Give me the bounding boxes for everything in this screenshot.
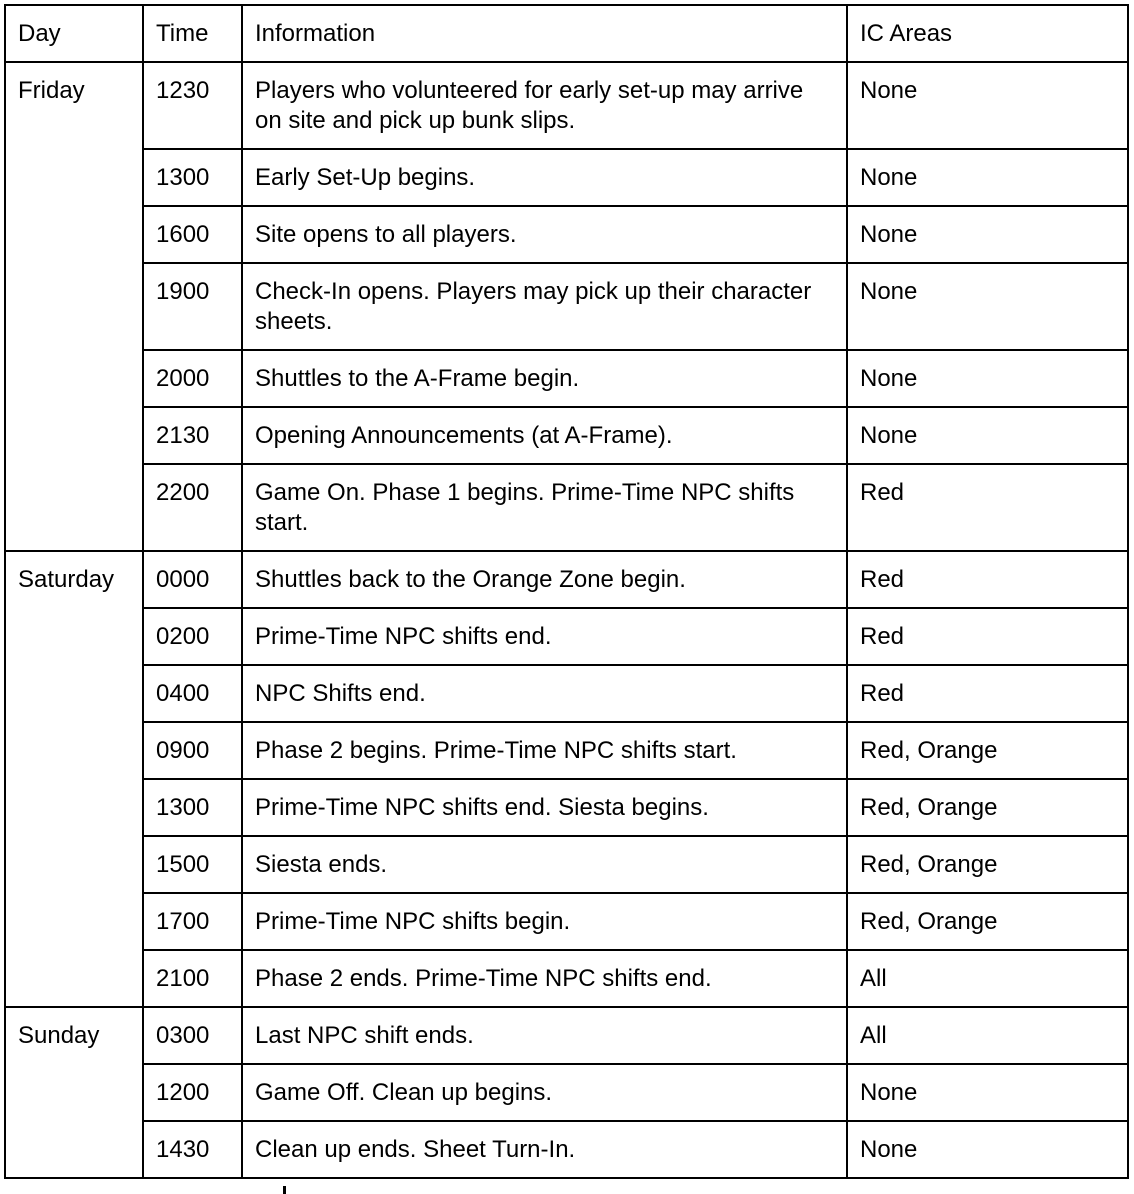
information-cell: NPC Shifts end. xyxy=(242,665,847,722)
ic-areas-cell: None xyxy=(847,263,1128,350)
ic-areas-cell: None xyxy=(847,62,1128,149)
time-cell: 0000 xyxy=(143,551,242,608)
table-row xyxy=(5,893,1128,950)
information-cell: Last NPC shift ends. xyxy=(242,1007,847,1064)
time-cell: 2130 xyxy=(143,407,242,464)
table-row xyxy=(5,350,1128,407)
time-cell: 2000 xyxy=(143,350,242,407)
information-cell: Site opens to all players. xyxy=(242,206,847,263)
column-header-day: Day xyxy=(5,5,143,62)
schedule-body xyxy=(5,62,1128,1178)
time-cell: 1300 xyxy=(143,149,242,206)
ic-areas-cell: Red xyxy=(847,464,1128,551)
information-cell: Prime-Time NPC shifts begin. xyxy=(242,893,847,950)
ic-areas-cell: None xyxy=(847,206,1128,263)
ic-areas-cell: Red xyxy=(847,608,1128,665)
table-row xyxy=(5,206,1128,263)
time-cell: 1900 xyxy=(143,263,242,350)
table-row xyxy=(5,1007,1128,1064)
day-cell: Friday xyxy=(5,62,143,551)
table-row xyxy=(5,62,1128,149)
time-cell: 2200 xyxy=(143,464,242,551)
table-row xyxy=(5,263,1128,350)
time-cell: 1700 xyxy=(143,893,242,950)
day-cell: Sunday xyxy=(5,1007,143,1178)
information-cell: Early Set-Up begins. xyxy=(242,149,847,206)
time-cell: 2100 xyxy=(143,950,242,1007)
time-cell: 0300 xyxy=(143,1007,242,1064)
information-cell: Siesta ends. xyxy=(242,836,847,893)
information-cell: Phase 2 begins. Prime-Time NPC shifts start. xyxy=(242,722,847,779)
ic-areas-cell: Red, Orange xyxy=(847,779,1128,836)
column-header-ic-areas: IC Areas xyxy=(847,5,1128,62)
information-cell: Phase 2 ends. Prime-Time NPC shifts end. xyxy=(242,950,847,1007)
ic-areas-cell: Red xyxy=(847,665,1128,722)
information-cell: Check-In opens. Players may pick up their character sheets. xyxy=(242,263,847,350)
ic-areas-cell: Red, Orange xyxy=(847,722,1128,779)
information-cell: Game On. Phase 1 begins. Prime-Time NPC shifts start. xyxy=(242,464,847,551)
table-row xyxy=(5,551,1128,608)
time-cell: 1300 xyxy=(143,779,242,836)
time-cell: 1500 xyxy=(143,836,242,893)
time-cell: 1200 xyxy=(143,1064,242,1121)
information-cell: Players who volunteered for early set-up may arrive on site and pick up bunk slips. xyxy=(242,62,847,149)
table-row xyxy=(5,149,1128,206)
ic-areas-cell: None xyxy=(847,149,1128,206)
table-row xyxy=(5,665,1128,722)
ic-areas-cell: Red, Orange xyxy=(847,893,1128,950)
information-cell: Prime-Time NPC shifts end. Siesta begins. xyxy=(242,779,847,836)
ic-areas-cell: None xyxy=(847,1064,1128,1121)
table-row xyxy=(5,950,1128,1007)
table-header-row xyxy=(5,5,1128,62)
time-cell: 0200 xyxy=(143,608,242,665)
ic-areas-cell: All xyxy=(847,950,1128,1007)
information-cell: Shuttles to the A-Frame begin. xyxy=(242,350,847,407)
time-cell: 0900 xyxy=(143,722,242,779)
table-row xyxy=(5,1064,1128,1121)
table-row xyxy=(5,464,1128,551)
schedule-table xyxy=(4,4,1129,1179)
information-cell: Game Off. Clean up begins. xyxy=(242,1064,847,1121)
information-cell: Shuttles back to the Orange Zone begin. xyxy=(242,551,847,608)
ic-areas-cell: Red xyxy=(847,551,1128,608)
time-cell: 1230 xyxy=(143,62,242,149)
column-header-information: Information xyxy=(242,5,847,62)
table-row xyxy=(5,407,1128,464)
time-cell: 0400 xyxy=(143,665,242,722)
information-cell: Opening Announcements (at A-Frame). xyxy=(242,407,847,464)
table-row xyxy=(5,1121,1128,1178)
time-cell: 1430 xyxy=(143,1121,242,1178)
table-row xyxy=(5,779,1128,836)
ic-areas-cell: None xyxy=(847,350,1128,407)
information-cell: Prime-Time NPC shifts end. xyxy=(242,608,847,665)
text-cursor-mark xyxy=(283,1186,286,1194)
table-row xyxy=(5,608,1128,665)
ic-areas-cell: All xyxy=(847,1007,1128,1064)
day-cell: Saturday xyxy=(5,551,143,1007)
ic-areas-cell: None xyxy=(847,1121,1128,1178)
table-row xyxy=(5,722,1128,779)
table-row xyxy=(5,836,1128,893)
information-cell: Clean up ends. Sheet Turn-In. xyxy=(242,1121,847,1178)
ic-areas-cell: None xyxy=(847,407,1128,464)
ic-areas-cell: Red, Orange xyxy=(847,836,1128,893)
time-cell: 1600 xyxy=(143,206,242,263)
column-header-time: Time xyxy=(143,5,242,62)
